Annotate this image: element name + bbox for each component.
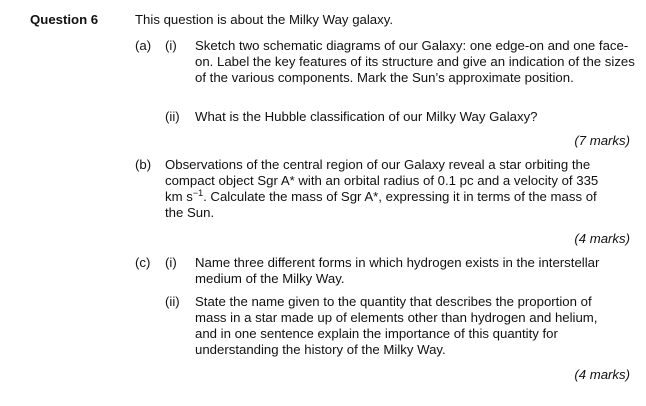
- part-a-ii-text: What is the Hubble classification of our Milky Way Galaxy?: [195, 109, 538, 124]
- part-b-marks: (4 marks): [574, 231, 630, 246]
- part-a-ii-label: (ii): [165, 109, 180, 124]
- question-number: Question 6: [30, 12, 99, 27]
- part-c-marks: (4 marks): [574, 367, 630, 382]
- part-b-text-end: . Calculate the mass of Sgr A*, expressing it in terms of the mass of the Sun.: [165, 189, 597, 220]
- part-c-i-text: Name three different forms in which hydrogen exists in the interstellar medium of the Milky Way.: [195, 255, 600, 286]
- part-a-i-label: (i): [165, 38, 177, 53]
- part-b-label: (b): [135, 157, 152, 172]
- part-c-ii-text: State the name given to the quantity that describes the proportion of mass in a star made up of elements other than hydrogen and helium, and in one sentence explain the importance of this quantity for understanding the history of the Milky Way.: [195, 294, 598, 357]
- part-b-text: [165, 157, 613, 221]
- part-c-ii-label: (ii): [165, 294, 180, 309]
- part-a-marks: (7 marks): [574, 133, 630, 148]
- part-a-i-text: Sketch two schematic diagrams of our Galaxy: one edge-on and one face-on. Label the key features of its structure and give an indication of the sizes of the various components. Mark the Sun’s approximate position.: [195, 38, 635, 85]
- part-c-i-label: (i): [165, 255, 177, 270]
- part-b-text-main: Observations of the central region of our Galaxy reveal a star orbiting the compact object Sgr A* with an orbital radius of 0.1 pc and a velocity of 335 km s: [165, 157, 599, 204]
- part-b-unit-exponent: −1: [192, 188, 204, 198]
- part-a-label: (a): [135, 38, 152, 53]
- part-c-label: (c): [135, 255, 151, 270]
- question-intro: This question is about the Milky Way galaxy.: [135, 12, 393, 27]
